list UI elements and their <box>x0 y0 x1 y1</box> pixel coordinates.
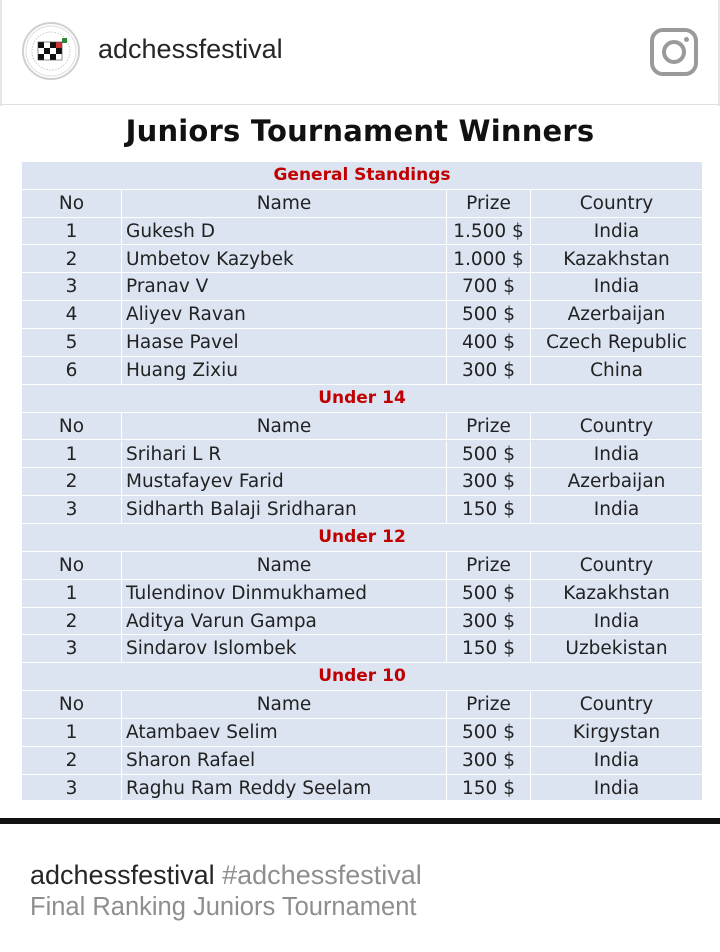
table-header-row <box>22 691 702 719</box>
cell-country: India <box>593 749 640 771</box>
cell-no: 3 <box>22 635 122 662</box>
caption-username[interactable]: adchessfestival <box>30 860 215 890</box>
cell-prize: 300 $ <box>447 468 531 495</box>
column-header-prize: Prize <box>447 552 531 579</box>
cell-prize: 700 $ <box>447 273 531 300</box>
table-row <box>22 273 702 301</box>
chess-festival-logo-icon <box>24 24 78 78</box>
column-header-country: Country <box>579 415 654 437</box>
cell-no: 6 <box>22 357 122 384</box>
table-header-row <box>22 413 702 441</box>
cell-no: 3 <box>22 496 122 523</box>
column-header-no: No <box>22 413 122 440</box>
table-row <box>22 246 702 274</box>
instagram-lens-icon <box>662 40 686 64</box>
table-row <box>22 747 702 775</box>
column-header-country: Country <box>579 694 654 716</box>
table-row <box>22 329 702 357</box>
cell-country: Azerbaijan <box>567 304 666 326</box>
section-title: General Standings <box>22 162 702 190</box>
cell-name: Huang Zixiu <box>122 357 447 384</box>
cell-name: Umbetov Kazybek <box>122 246 447 273</box>
cell-country: India <box>593 610 640 632</box>
column-header-no: No <box>22 190 122 217</box>
cell-country: Czech Republic <box>546 332 687 354</box>
cell-name: Sidharth Balaji Sridharan <box>122 496 447 523</box>
cell-prize: 500 $ <box>447 580 531 607</box>
cell-no: 2 <box>22 246 122 273</box>
column-header-no: No <box>22 691 122 718</box>
cell-country: Uzbekistan <box>565 638 668 660</box>
cell-prize: 1.000 $ <box>447 246 531 273</box>
column-header-prize: Prize <box>447 413 531 440</box>
cell-country: Kazakhstan <box>563 248 670 270</box>
cell-name: Aliyev Ravan <box>122 301 447 328</box>
cell-name: Gukesh D <box>122 218 447 245</box>
cell-country: India <box>593 443 640 465</box>
column-header-name: Name <box>122 190 447 217</box>
cell-name: Aditya Varun Gampa <box>122 608 447 635</box>
column-header-name: Name <box>122 691 447 718</box>
cell-prize: 500 $ <box>447 301 531 328</box>
cell-country: Azerbaijan <box>567 471 666 493</box>
header-username[interactable]: adchessfestival <box>98 34 283 64</box>
cell-prize: 150 $ <box>447 496 531 523</box>
table-row <box>22 301 702 329</box>
cell-name: Haase Pavel <box>122 329 447 356</box>
post-caption <box>0 824 720 952</box>
post-title: Juniors Tournament Winners <box>125 114 595 148</box>
column-header-country: Country <box>579 192 654 214</box>
column-header-name: Name <box>122 552 447 579</box>
caption-line <box>30 860 422 891</box>
table-row <box>22 608 702 636</box>
table-row <box>22 496 702 524</box>
column-header-prize: Prize <box>447 691 531 718</box>
cell-prize: 500 $ <box>447 719 531 746</box>
cell-name: Atambaev Selim <box>122 719 447 746</box>
cell-prize: 500 $ <box>447 441 531 468</box>
post-header <box>0 0 720 105</box>
cell-name: Srihari L R <box>122 441 447 468</box>
cell-country: China <box>590 359 643 381</box>
cell-name: Mustafayev Farid <box>122 468 447 495</box>
column-header-no: No <box>22 552 122 579</box>
cell-no: 3 <box>22 273 122 300</box>
table-row <box>22 468 702 496</box>
cell-country: India <box>593 777 640 799</box>
results-table <box>22 162 702 800</box>
table-row <box>22 441 702 469</box>
instagram-icon[interactable] <box>650 28 698 76</box>
cell-country: India <box>593 276 640 298</box>
post-image <box>0 106 720 818</box>
cell-prize: 300 $ <box>447 747 531 774</box>
cell-no: 1 <box>22 580 122 607</box>
cell-prize: 150 $ <box>447 635 531 662</box>
cell-no: 4 <box>22 301 122 328</box>
cell-country: Kirgystan <box>572 722 661 743</box>
table-header-row <box>22 190 702 218</box>
cell-prize: 300 $ <box>447 357 531 384</box>
cell-prize: 1.500 $ <box>447 218 531 245</box>
cell-prize: 150 $ <box>447 775 531 802</box>
cell-no: 2 <box>22 608 122 635</box>
table-row <box>22 357 702 385</box>
table-row <box>22 218 702 246</box>
cell-name: Pranav V <box>122 273 447 300</box>
cell-no: 2 <box>22 747 122 774</box>
column-header-country: Country <box>579 554 654 576</box>
cell-prize: 400 $ <box>447 329 531 356</box>
table-row <box>22 635 702 663</box>
cell-no: 1 <box>22 441 122 468</box>
cell-no: 1 <box>22 719 122 746</box>
cell-country: Kazakhstan <box>563 582 670 604</box>
column-header-prize: Prize <box>447 190 531 217</box>
section-title: Under 12 <box>22 524 702 552</box>
table-row <box>22 580 702 608</box>
instagram-dot-icon <box>684 37 689 42</box>
cell-name: Tulendinov Dinmukhamed <box>122 580 447 607</box>
cell-prize: 300 $ <box>447 608 531 635</box>
cell-name: Sharon Rafael <box>122 747 447 774</box>
section-title: Under 10 <box>22 663 702 691</box>
column-header-name: Name <box>122 413 447 440</box>
caption-hashtag[interactable]: #adchessfestival <box>222 860 422 890</box>
cell-name: Raghu Ram Reddy Seelam <box>122 775 447 802</box>
cell-no: 2 <box>22 468 122 495</box>
cell-no: 1 <box>22 218 122 245</box>
section-title: Under 14 <box>22 385 702 413</box>
table-row <box>22 719 702 747</box>
cell-country: India <box>593 499 640 521</box>
table-row <box>22 775 702 803</box>
cell-country: India <box>593 220 640 242</box>
avatar[interactable] <box>22 22 80 80</box>
table-header-row <box>22 552 702 580</box>
caption-text: Final Ranking Juniors Tournament <box>30 893 417 921</box>
cell-no: 3 <box>22 775 122 802</box>
cell-no: 5 <box>22 329 122 356</box>
cell-name: Sindarov Islombek <box>122 635 447 662</box>
